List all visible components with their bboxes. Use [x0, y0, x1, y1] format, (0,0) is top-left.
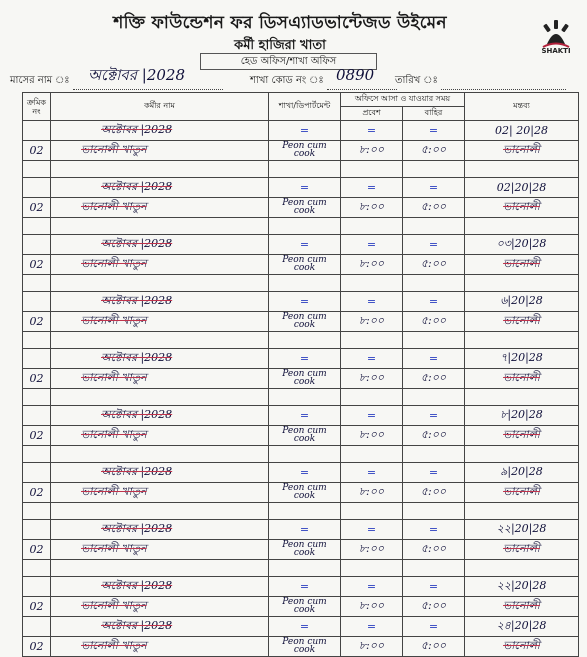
cell-out-ditto: = [403, 178, 465, 198]
table-row [23, 312, 579, 332]
cell-out-time: ৫:০০ [403, 426, 465, 446]
cell-date-remark: ২২|20|28 [465, 520, 579, 540]
cell-out-ditto: = [403, 463, 465, 483]
dept-text: Peon cum cook [282, 369, 327, 387]
cell-sn [23, 389, 51, 406]
cell-in [341, 218, 403, 235]
date-entry: অক্টোবর |2028 [51, 577, 269, 597]
signature: ভানোলী [465, 255, 579, 275]
dept-text: Peon cum cook [282, 198, 327, 216]
cell-in [341, 332, 403, 349]
cell-in-ditto: = [341, 463, 403, 483]
cell-serial: 02 [23, 637, 51, 657]
cell-date-remark: 02| 20|28 [465, 121, 579, 141]
date-entry: অক্টোবর |2028 [51, 463, 269, 483]
cell-in [341, 503, 403, 520]
cell-in [341, 389, 403, 406]
cell-in-time: ৮:০০ [341, 483, 403, 503]
cell-serial [23, 178, 51, 198]
cell-in [341, 446, 403, 463]
employee-name: ভানোলী খাতুন [51, 637, 269, 657]
cell-rem [465, 446, 579, 463]
cell-name [51, 161, 269, 178]
table-row [23, 637, 579, 657]
cell-out-time: ৫:০০ [403, 637, 465, 657]
cell-out-ditto: = [403, 577, 465, 597]
cell-date-remark: 02|20|28 [465, 178, 579, 198]
signature: ভানোলী [465, 312, 579, 332]
cell-in-ditto: = [341, 121, 403, 141]
table-row [23, 577, 579, 597]
date-entry: অক্টোবর |2028 [51, 292, 269, 312]
dept-text: Peon cum cook [282, 141, 327, 159]
col-time-group: অফিসে আসা ও যাওয়ার সময় [341, 93, 465, 107]
cell-serial [23, 406, 51, 426]
col-in: প্রবেশ [341, 107, 403, 121]
cell-dept-ditto: = [269, 617, 341, 637]
cell-in-time: ৮:০০ [341, 597, 403, 617]
table-row [23, 503, 579, 520]
cell-dept [269, 275, 341, 292]
table-row [23, 406, 579, 426]
cell-out [403, 275, 465, 292]
table-row [23, 121, 579, 141]
cell-dept-ditto: = [269, 292, 341, 312]
cell-dept-ditto: = [269, 406, 341, 426]
cell-dept [269, 426, 341, 446]
date-entry: অক্টোবর |2028 [51, 406, 269, 426]
date-entry: অক্টোবর |2028 [51, 121, 269, 141]
table-row [23, 292, 579, 312]
branch-code-value: 0890 [336, 66, 375, 84]
signature: ভানোলী [465, 540, 579, 560]
cell-name [51, 560, 269, 577]
cell-in-ditto: = [341, 292, 403, 312]
col-dept: শাখা/ডিপার্টমেন্ট [269, 93, 341, 121]
date-entry: অক্টোবর |2028 [51, 617, 269, 637]
signature: ভানোলী [465, 637, 579, 657]
logo-text: SHAKTI [541, 47, 571, 55]
employee-name: ভানোলী খাতুন [51, 141, 269, 161]
signature: ভানোলী [465, 369, 579, 389]
cell-out [403, 218, 465, 235]
cell-rem [465, 218, 579, 235]
cell-dept-ditto: = [269, 178, 341, 198]
cell-serial [23, 292, 51, 312]
cell-dept-ditto: = [269, 235, 341, 255]
cell-serial: 02 [23, 255, 51, 275]
cell-dept-ditto: = [269, 121, 341, 141]
cell-out-time: ৫:০০ [403, 597, 465, 617]
dept-text: Peon cum cook [282, 255, 327, 273]
table-row [23, 369, 579, 389]
cell-dept [269, 560, 341, 577]
cell-dept [269, 218, 341, 235]
cell-date-remark: ০৩|20|28 [465, 235, 579, 255]
cell-in-ditto: = [341, 349, 403, 369]
col-out: বাহির [403, 107, 465, 121]
cell-in [341, 275, 403, 292]
signature: ভানোলী [465, 426, 579, 446]
cell-date-remark: ২২|20|28 [465, 577, 579, 597]
dept-text: Peon cum cook [282, 597, 327, 615]
table-row [23, 178, 579, 198]
cell-dept [269, 540, 341, 560]
cell-serial [23, 577, 51, 597]
cell-serial [23, 617, 51, 637]
cell-name [51, 218, 269, 235]
cell-out [403, 332, 465, 349]
table-row [23, 349, 579, 369]
cell-rem [465, 332, 579, 349]
cell-serial: 02 [23, 369, 51, 389]
table-row [23, 389, 579, 406]
cell-serial: 02 [23, 198, 51, 218]
month-label: মাসের নাম ঃ [10, 75, 70, 86]
cell-serial: 02 [23, 312, 51, 332]
cell-serial [23, 520, 51, 540]
cell-sn [23, 560, 51, 577]
cell-dept [269, 312, 341, 332]
cell-rem [465, 161, 579, 178]
employee-name: ভানোলী খাতুন [51, 540, 269, 560]
cell-in [341, 161, 403, 178]
cell-in-time: ৮:০০ [341, 312, 403, 332]
cell-sn [23, 218, 51, 235]
table-row [23, 141, 579, 161]
dept-text: Peon cum cook [282, 426, 327, 444]
employee-name: ভানোলী খাতুন [51, 312, 269, 332]
cell-out [403, 446, 465, 463]
cell-in-time: ৮:০০ [341, 369, 403, 389]
signature: ভানোলী [465, 483, 579, 503]
cell-out-time: ৫:০০ [403, 369, 465, 389]
cell-serial [23, 349, 51, 369]
cell-out-time: ৫:০০ [403, 141, 465, 161]
table-row [23, 275, 579, 292]
cell-in-ditto: = [341, 406, 403, 426]
cell-in-ditto: = [341, 178, 403, 198]
cell-serial: 02 [23, 597, 51, 617]
cell-serial: 02 [23, 483, 51, 503]
branch-code-label: শাখা কোড নং ঃ [250, 75, 324, 86]
cell-name [51, 332, 269, 349]
table-row [23, 218, 579, 235]
table-row [23, 255, 579, 275]
cell-sn [23, 332, 51, 349]
cell-out-time: ৫:০০ [403, 312, 465, 332]
cell-out-ditto: = [403, 520, 465, 540]
cell-sn [23, 161, 51, 178]
cell-name [51, 275, 269, 292]
cell-date-remark: ৮|20|28 [465, 406, 579, 426]
cell-dept [269, 198, 341, 218]
cell-dept [269, 483, 341, 503]
table-row [23, 617, 579, 637]
cell-in-time: ৮:০০ [341, 426, 403, 446]
dept-text: Peon cum cook [282, 540, 327, 558]
table-row [23, 540, 579, 560]
cell-date-remark: ৭|20|28 [465, 349, 579, 369]
cell-dept [269, 503, 341, 520]
date-entry: অক্টোবর |2028 [51, 178, 269, 198]
signature: ভানোলী [465, 141, 579, 161]
date-entry: অক্টোবর |2028 [51, 235, 269, 255]
signature: ভানোলী [465, 597, 579, 617]
cell-serial: 02 [23, 426, 51, 446]
cell-name [51, 389, 269, 406]
cell-rem [465, 503, 579, 520]
cell-in-time: ৮:০০ [341, 141, 403, 161]
table-row [23, 483, 579, 503]
cell-dept-ditto: = [269, 520, 341, 540]
date-label: তারিখ ঃ [395, 75, 438, 86]
cell-sn [23, 275, 51, 292]
table-row [23, 426, 579, 446]
cell-out-time: ৫:০০ [403, 540, 465, 560]
cell-serial [23, 463, 51, 483]
cell-sn [23, 446, 51, 463]
cell-dept [269, 255, 341, 275]
cell-out-time: ৫:০০ [403, 255, 465, 275]
cell-in-ditto: = [341, 520, 403, 540]
cell-in-time: ৮:০০ [341, 637, 403, 657]
col-remarks: মন্তব্য [465, 93, 579, 121]
cell-in-time: ৮:০০ [341, 198, 403, 218]
employee-name: ভানোলী খাতুন [51, 483, 269, 503]
table-row [23, 332, 579, 349]
cell-out-time: ৫:০০ [403, 198, 465, 218]
table-row [23, 446, 579, 463]
cell-in [341, 560, 403, 577]
cell-in-time: ৮:০০ [341, 540, 403, 560]
cell-out [403, 560, 465, 577]
month-value: অক্টোবর |2028 [88, 66, 186, 84]
table-row [23, 560, 579, 577]
cell-out [403, 161, 465, 178]
branch-code-field [250, 73, 397, 90]
dept-text: Peon cum cook [282, 483, 327, 501]
cell-serial: 02 [23, 540, 51, 560]
cell-dept [269, 446, 341, 463]
cell-out-ditto: = [403, 406, 465, 426]
table-row [23, 520, 579, 540]
date-entry: অক্টোবর |2028 [51, 520, 269, 540]
cell-out-ditto: = [403, 292, 465, 312]
attendance-table [22, 92, 579, 657]
cell-name [51, 503, 269, 520]
table-row [23, 198, 579, 218]
employee-name: ভানোলী খাতুন [51, 369, 269, 389]
cell-out-ditto: = [403, 617, 465, 637]
cell-name [51, 446, 269, 463]
cell-out-time: ৫:০০ [403, 483, 465, 503]
cell-in-ditto: = [341, 617, 403, 637]
page-subtitle: কর্মী হাজিরা খাতা [234, 38, 326, 53]
signature: ভানোলী [465, 198, 579, 218]
cell-in-time: ৮:০০ [341, 255, 403, 275]
employee-name: ভানোলী খাতুন [51, 597, 269, 617]
cell-date-remark: ৬|20|28 [465, 292, 579, 312]
cell-date-remark: ৯|20|28 [465, 463, 579, 483]
cell-dept-ditto: = [269, 349, 341, 369]
cell-rem [465, 389, 579, 406]
cell-dept [269, 161, 341, 178]
page-title: শক্তি ফাউন্ডেশন ফর ডিসএ্যাডভান্টেজড উইমেন [113, 13, 447, 33]
dept-text: Peon cum cook [282, 312, 327, 330]
cell-in-ditto: = [341, 577, 403, 597]
cell-out [403, 503, 465, 520]
col-serial: ক্রমিক নং [23, 93, 51, 121]
cell-dept [269, 637, 341, 657]
cell-rem [465, 275, 579, 292]
col-name: কর্মীর নাম [51, 93, 269, 121]
cell-out-ditto: = [403, 121, 465, 141]
cell-dept [269, 141, 341, 161]
table-row [23, 463, 579, 483]
cell-out [403, 389, 465, 406]
office-label: হেড অফিস/শাখা অফিস [200, 53, 377, 70]
date-field [395, 73, 566, 90]
cell-serial [23, 121, 51, 141]
employee-name: ভানোলী খাতুন [51, 255, 269, 275]
cell-date-remark: ২৪|20|28 [465, 617, 579, 637]
cell-in-ditto: = [341, 235, 403, 255]
table-row [23, 161, 579, 178]
employee-name: ভানোলী খাতুন [51, 426, 269, 446]
cell-dept-ditto: = [269, 577, 341, 597]
cell-serial [23, 235, 51, 255]
dept-text: Peon cum cook [282, 637, 327, 655]
table-row [23, 235, 579, 255]
date-entry: অক্টোবর |2028 [51, 349, 269, 369]
cell-dept [269, 369, 341, 389]
cell-rem [465, 560, 579, 577]
cell-out-ditto: = [403, 235, 465, 255]
cell-sn [23, 503, 51, 520]
cell-dept [269, 389, 341, 406]
cell-serial: 02 [23, 141, 51, 161]
cell-dept-ditto: = [269, 463, 341, 483]
cell-dept [269, 332, 341, 349]
employee-name: ভানোলী খাতুন [51, 198, 269, 218]
cell-out-ditto: = [403, 349, 465, 369]
table-body [23, 121, 579, 657]
